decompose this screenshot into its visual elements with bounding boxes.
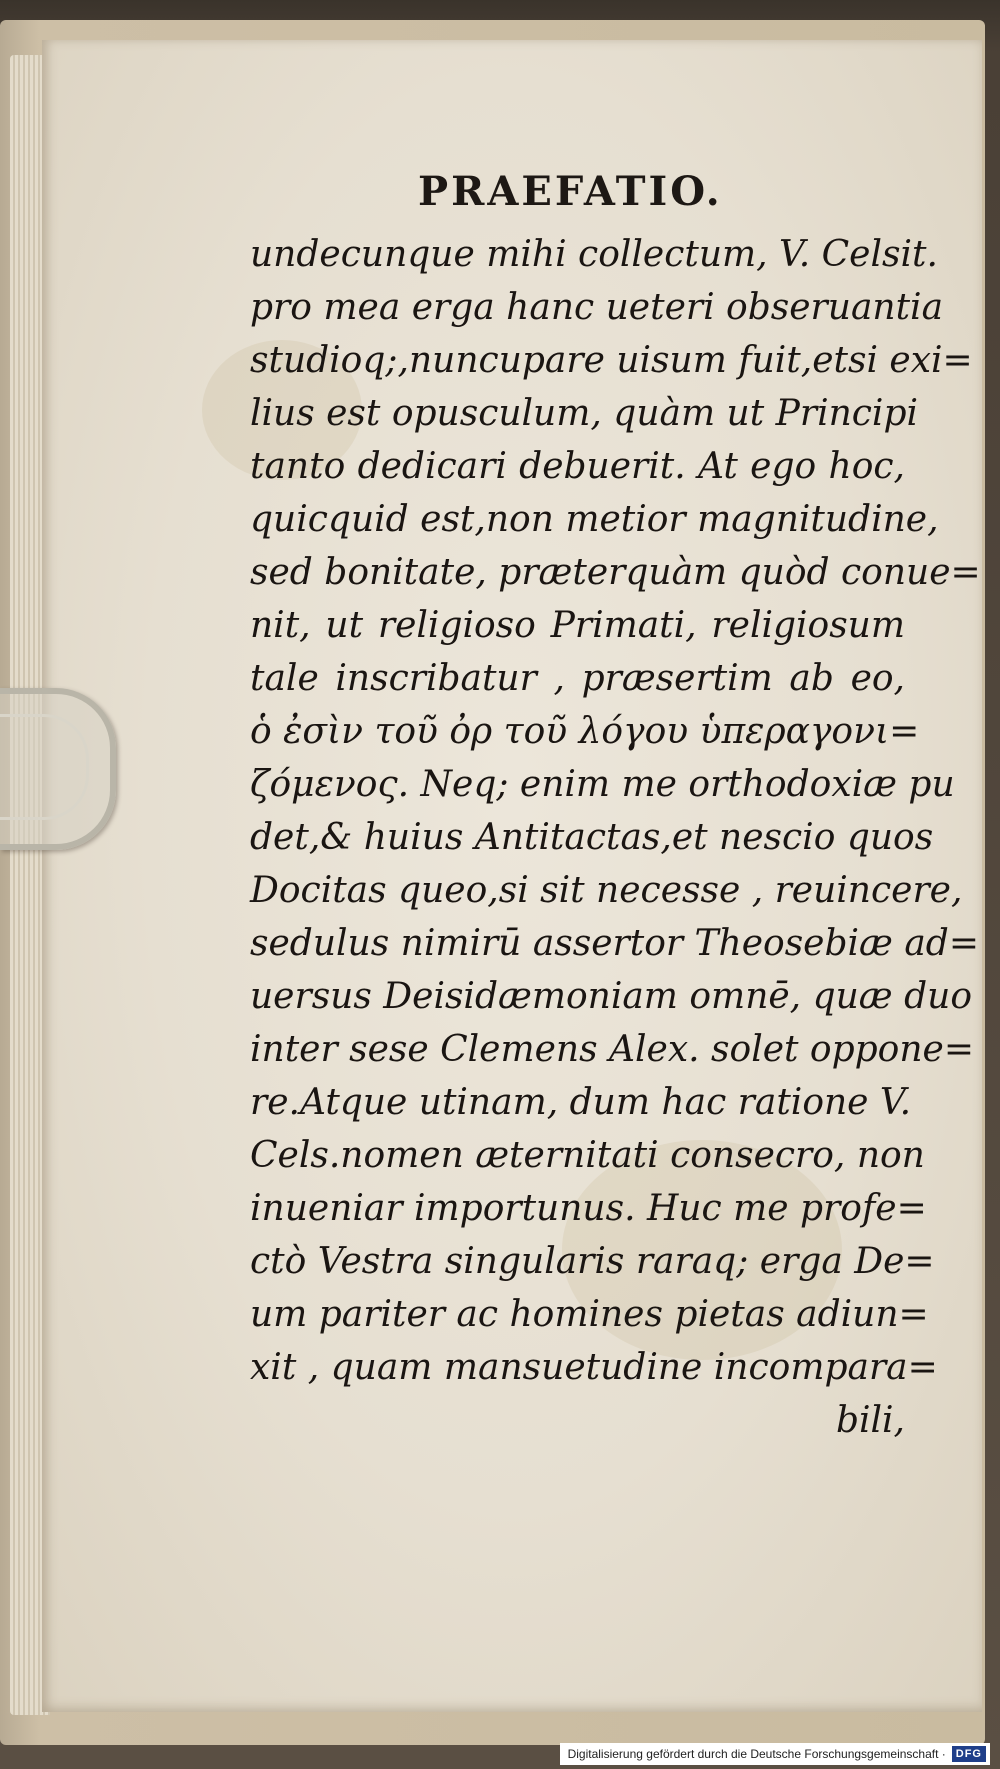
text-line: lius est opusculum, quàm ut Principi <box>250 393 919 434</box>
text-line: pro mea erga hanc ueteri obseruantia <box>250 287 944 328</box>
text-line: ζόμενος. Neq; enim me orthodoxiæ pu <box>250 764 955 805</box>
text-line: tanto dedicari debuerit. At ego hoc, <box>250 446 905 487</box>
text-line: studioq;,nuncupare uisum fuit,etsi exi= <box>250 340 973 381</box>
text-line: sedulus nimirū assertor Theosebiæ ad= <box>250 923 979 964</box>
running-head: PRAEFATIO. <box>418 168 723 215</box>
page-clip-inner <box>0 714 89 820</box>
text-line: sed bonitate, præterquàm quòd conue= <box>250 552 981 593</box>
text-line: Cels.nomen æternitati consecro, non <box>250 1135 925 1176</box>
text-line: nit, ut religioso Primati, religiosum <box>250 605 905 646</box>
body-text <box>250 228 981 1447</box>
text-line: uersus Deisidæmoniam omnē, quæ duo <box>250 976 972 1017</box>
text-line: ctò Vestra singularis raraq; erga De= <box>250 1241 935 1282</box>
text-line: inueniar importunus. Huc me profe= <box>250 1188 927 1229</box>
dfg-logo: DFG <box>952 1746 986 1762</box>
text-line: inter sese Clemens Alex. solet oppone= <box>250 1029 975 1070</box>
text-line: tale inscribatur , præsertim ab eo, <box>250 658 905 699</box>
text-line: re.Atque utinam, dum hac ratione V. <box>250 1082 912 1123</box>
credit-text: Digitalisierung gefördert durch die Deutsche Forschungsgemeinschaft · <box>567 1747 946 1761</box>
text-line: det,& huius Antitactas,et nescio quos <box>250 817 934 858</box>
digitization-credit <box>560 1743 990 1765</box>
text-line: undecunque mihi collectum, V. Celsit. <box>250 234 938 275</box>
text-line: xit , quam mansuetudine incompara= <box>250 1347 938 1388</box>
text-line: um pariter ac homines pietas adiun= <box>250 1294 929 1335</box>
text-line: quicquid est,non metior magnitudine, <box>250 499 939 540</box>
greek-text-line: ὁ ἐσὶν τοῦ ὀρ τοῦ λόγου ὑπεραγονι= <box>250 711 920 752</box>
text-line: Docitas queo,si sit necesse , reuincere, <box>250 870 963 911</box>
catchword: bili, <box>835 1400 905 1441</box>
